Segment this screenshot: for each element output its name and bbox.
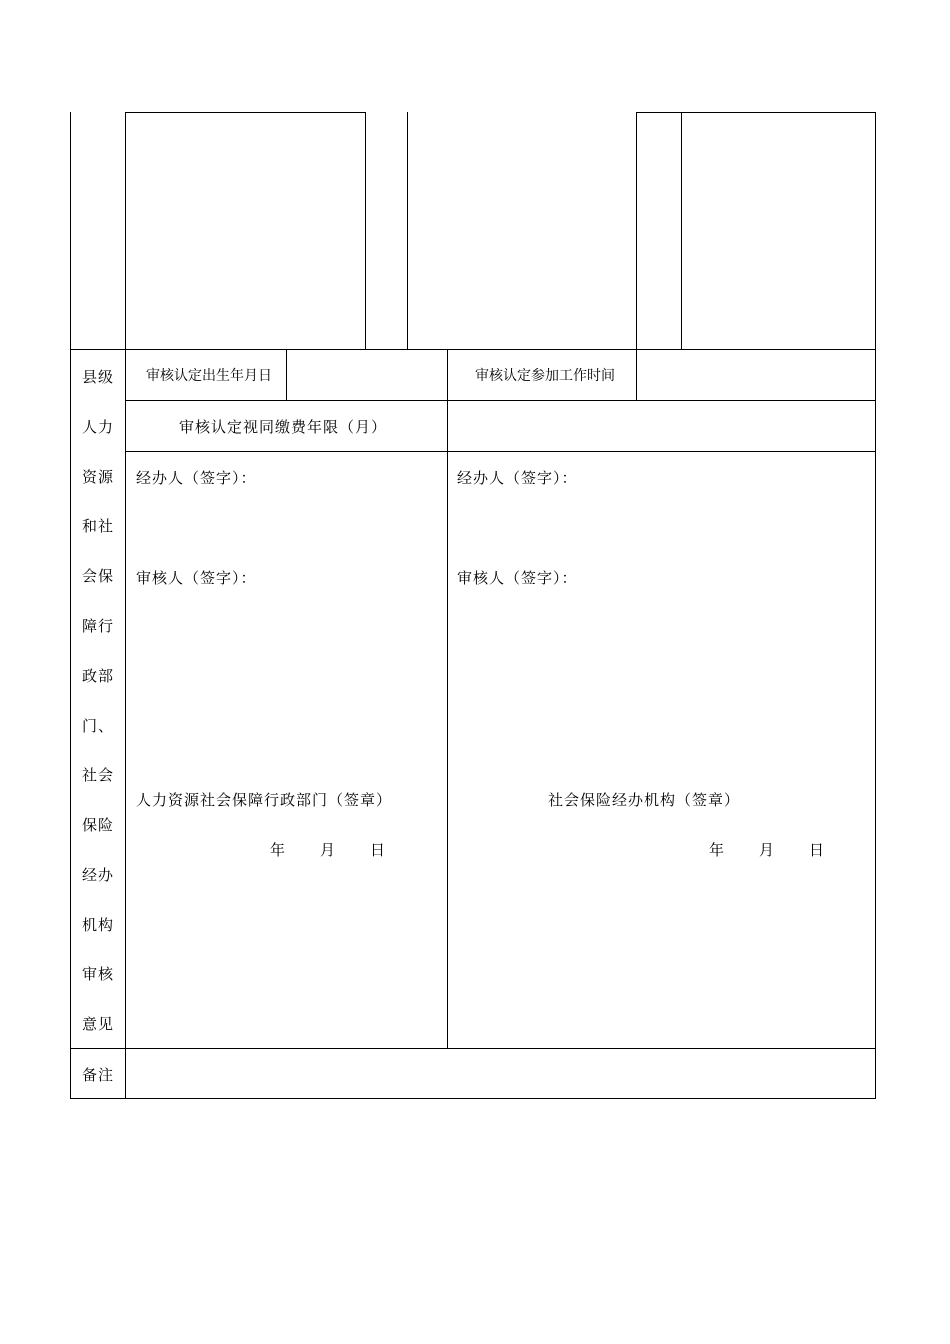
side-label-line: 和社 (82, 517, 115, 535)
side-label-line: 审核 (82, 965, 115, 983)
photo-box-top-right (636, 112, 876, 113)
side-label-line: 保险 (82, 816, 115, 834)
row-divider (70, 349, 876, 350)
row-divider (125, 400, 876, 401)
right-handler-signature[interactable]: 经办人（签字）： (457, 469, 578, 487)
side-label-line: 门、 (82, 717, 115, 735)
table-border-right (875, 112, 876, 1099)
birth-date-label: 审核认定出生年月日 (146, 368, 272, 384)
work-start-label: 审核认定参加工作时间 (475, 368, 615, 384)
remarks-label: 备注 (82, 1066, 115, 1084)
birth-date-field[interactable] (290, 352, 444, 398)
right-seal-label: 社会保险经办机构（签章） (548, 791, 741, 809)
side-label-line: 人力 (82, 418, 115, 436)
column-divider-label (125, 112, 126, 1099)
left-seal-label: 人力资源社会保障行政部门（签章） (136, 791, 393, 809)
side-label-line: 会保 (82, 567, 115, 585)
right-date-month: 月 (759, 841, 776, 859)
row-divider (70, 1048, 876, 1049)
column-divider-middle (447, 349, 448, 1049)
column-divider (286, 349, 287, 401)
column-divider (407, 112, 408, 350)
deemed-years-field[interactable] (451, 403, 872, 449)
column-divider (365, 112, 366, 350)
column-divider (636, 112, 637, 401)
side-label-line: 政部 (82, 667, 115, 685)
side-label-line: 社会 (82, 766, 115, 784)
right-date-day: 日 (809, 841, 826, 859)
left-date-year: 年 (270, 841, 287, 859)
left-date-day: 日 (370, 841, 387, 859)
left-reviewer-signature[interactable]: 审核人（签字）： (136, 569, 257, 587)
row-divider (125, 451, 876, 452)
side-label-line: 障行 (82, 617, 115, 635)
table-border-left (70, 112, 71, 1099)
left-date-month: 月 (320, 841, 337, 859)
side-label-line: 意见 (82, 1015, 115, 1033)
side-label-line: 机构 (82, 916, 115, 934)
side-label-line: 县级 (82, 368, 115, 386)
column-divider (681, 112, 682, 350)
right-date-year: 年 (709, 841, 726, 859)
table-border-bottom (70, 1098, 876, 1099)
side-label-line: 经办 (82, 866, 115, 884)
deemed-years-label: 审核认定视同缴费年限（月） (179, 418, 388, 436)
side-label-line: 资源 (82, 468, 115, 486)
right-reviewer-signature[interactable]: 审核人（签字）： (457, 569, 578, 587)
work-start-field[interactable] (640, 352, 872, 398)
left-handler-signature[interactable]: 经办人（签字）： (136, 469, 257, 487)
photo-box-top-left (125, 112, 366, 113)
remarks-field[interactable] (129, 1051, 872, 1096)
